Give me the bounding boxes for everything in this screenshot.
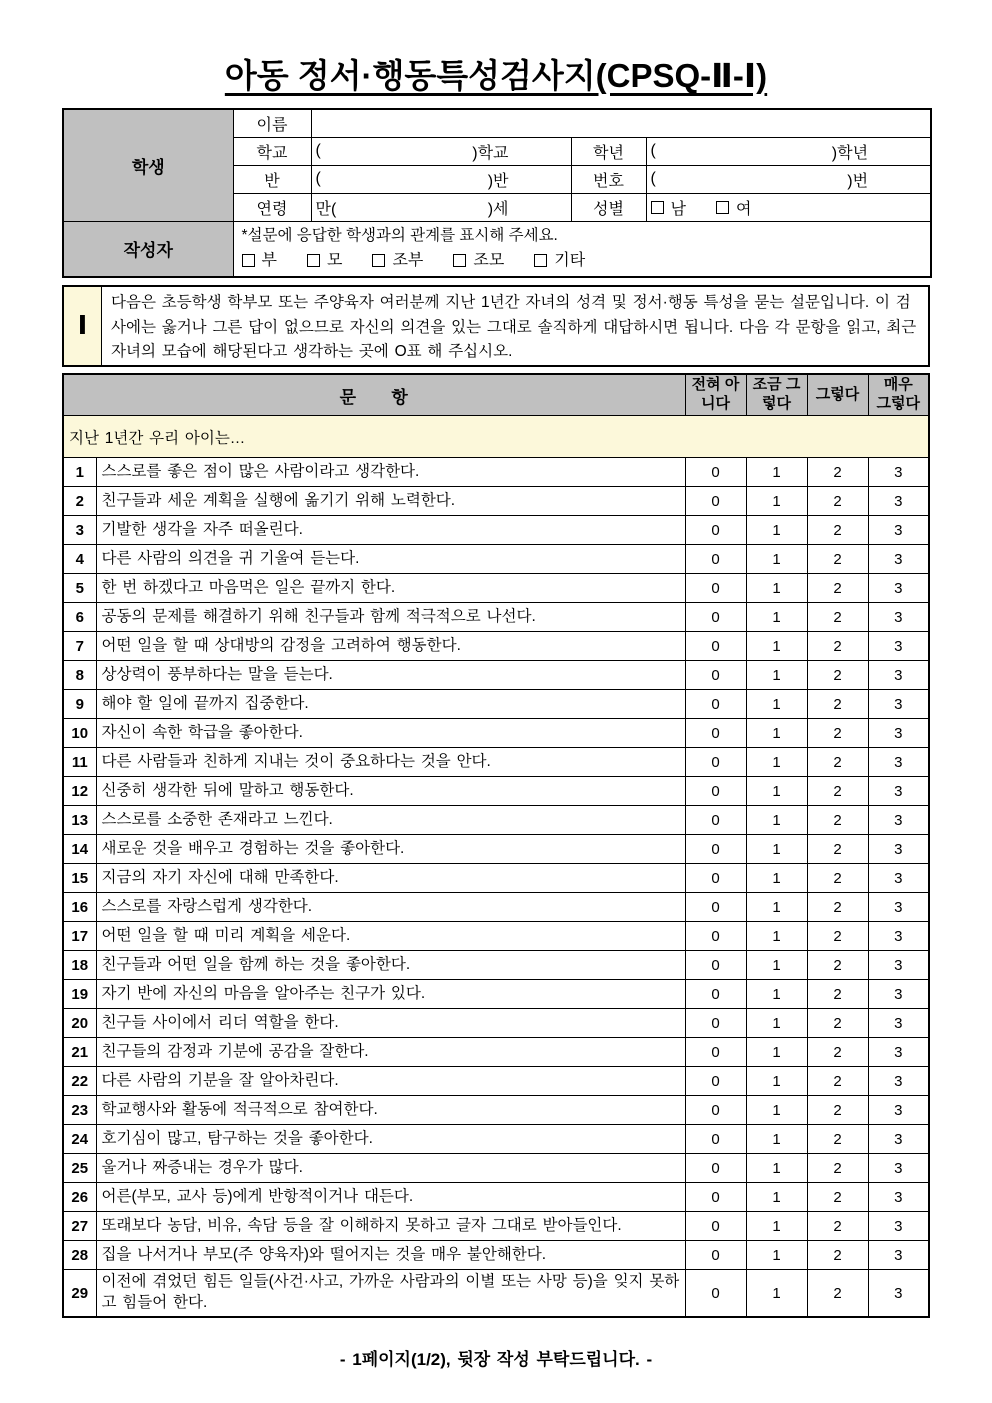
score-cell[interactable]: 0 [685, 690, 746, 719]
score-cell[interactable]: 2 [807, 835, 868, 864]
number-paren-close: )번 [847, 172, 869, 190]
class-input-cell[interactable] [311, 165, 571, 193]
score-cell[interactable]: 2 [807, 516, 868, 545]
question-text: 어떤 일을 할 때 상대방의 감정을 고려하여 행동한다. [96, 632, 685, 661]
question-number: 13 [63, 806, 96, 835]
question-number: 29 [63, 1270, 96, 1317]
question-text: 신중히 생각한 뒤에 말하고 행동한다. [96, 777, 685, 806]
question-number: 20 [63, 1009, 96, 1038]
question-number: 10 [63, 719, 96, 748]
question-text: 학교행사와 활동에 적극적으로 참여한다. [96, 1096, 685, 1125]
page-title [62, 0, 930, 97]
question-row [63, 516, 929, 545]
score-cell[interactable]: 3 [868, 1067, 929, 1096]
score-cell[interactable]: 0 [685, 574, 746, 603]
age-paren-close: )세 [487, 200, 509, 218]
score-cell[interactable]: 0 [685, 1183, 746, 1212]
question-number: 12 [63, 777, 96, 806]
score-cell[interactable]: 2 [807, 574, 868, 603]
question-number: 8 [63, 661, 96, 690]
score-cell[interactable]: 0 [685, 777, 746, 806]
score-cell[interactable]: 2 [807, 603, 868, 632]
score-cell[interactable]: 1 [746, 893, 807, 922]
question-row [63, 1241, 929, 1270]
number-input-cell[interactable] [646, 165, 931, 193]
score-cell[interactable]: 3 [868, 632, 929, 661]
question-number: 16 [63, 893, 96, 922]
score-cell[interactable]: 0 [685, 864, 746, 893]
question-number: 26 [63, 1183, 96, 1212]
question-text: 스스로를 자랑스럽게 생각한다. [96, 893, 685, 922]
question-text: 집을 나서거나 부모(주 양육자)와 떨어지는 것을 매우 불안해한다. [96, 1241, 685, 1270]
score-cell[interactable]: 3 [868, 748, 929, 777]
score-cell[interactable]: 3 [868, 1241, 929, 1270]
score-cell[interactable]: 2 [807, 1212, 868, 1241]
score-cell[interactable]: 2 [807, 661, 868, 690]
question-row [63, 922, 929, 951]
score-cell[interactable]: 3 [868, 1009, 929, 1038]
score-cell[interactable]: 0 [685, 1270, 746, 1317]
question-number: 6 [63, 603, 96, 632]
question-row [63, 603, 929, 632]
score-cell[interactable]: 0 [685, 1067, 746, 1096]
question-text: 자기 반에 자신의 마음을 알아주는 친구가 있다. [96, 980, 685, 1009]
checkbox-label: 조부 [392, 251, 424, 269]
age-paren-open: 만( [315, 200, 337, 218]
score-cell[interactable]: 1 [746, 1125, 807, 1154]
score-cell[interactable]: 3 [868, 603, 929, 632]
question-text: 자신이 속한 학급을 좋아한다. [96, 719, 685, 748]
score-cell[interactable]: 0 [685, 1096, 746, 1125]
score-cell[interactable]: 1 [746, 980, 807, 1009]
score-cell[interactable]: 3 [868, 545, 929, 574]
score-cell[interactable]: 0 [685, 1154, 746, 1183]
score-cell[interactable]: 2 [807, 1241, 868, 1270]
question-number: 24 [63, 1125, 96, 1154]
score-cell[interactable]: 1 [746, 1067, 807, 1096]
gender-options [651, 194, 927, 220]
number-paren-open: ( [650, 170, 656, 187]
gender-option [716, 196, 751, 219]
checkbox-label: 부 [261, 251, 277, 269]
score-cell[interactable]: 0 [685, 980, 746, 1009]
score-cell[interactable]: 1 [746, 690, 807, 719]
instruction-box [62, 285, 930, 367]
question-text: 친구들과 어떤 일을 함께 하는 것을 좋아한다. [96, 951, 685, 980]
question-row [63, 574, 929, 603]
question-text: 또래보다 농담, 비유, 속담 등을 잘 이해하지 못하고 글자 그대로 받아들인다. [96, 1212, 685, 1241]
age-field-label: 연령 [233, 193, 311, 221]
question-row [63, 1038, 929, 1067]
question-text: 기발한 생각을 자주 떠올린다. [96, 516, 685, 545]
score-cell[interactable]: 3 [868, 864, 929, 893]
scale-header-0: 전혀 아니다 [685, 374, 746, 416]
score-cell[interactable]: 1 [746, 719, 807, 748]
score-cell[interactable]: 0 [685, 1212, 746, 1241]
checkbox-label: 남 [670, 200, 686, 218]
score-cell[interactable]: 2 [807, 690, 868, 719]
class-paren-close: )반 [487, 172, 509, 190]
score-cell[interactable]: 3 [868, 1154, 929, 1183]
question-row [63, 1125, 929, 1154]
score-cell[interactable]: 2 [807, 806, 868, 835]
gender-field-label: 성별 [571, 193, 646, 221]
question-number: 11 [63, 748, 96, 777]
score-cell[interactable]: 2 [807, 1154, 868, 1183]
score-cell[interactable]: 2 [807, 1270, 868, 1317]
score-cell[interactable]: 1 [746, 603, 807, 632]
score-cell[interactable]: 1 [746, 922, 807, 951]
score-cell[interactable]: 1 [746, 1096, 807, 1125]
score-cell[interactable]: 1 [746, 748, 807, 777]
questionnaire-header-row [63, 374, 929, 416]
question-row [63, 632, 929, 661]
score-cell[interactable]: 1 [746, 574, 807, 603]
score-cell[interactable]: 0 [685, 1241, 746, 1270]
question-row [63, 748, 929, 777]
score-cell[interactable]: 3 [868, 1270, 929, 1317]
age-input-cell[interactable] [311, 193, 571, 221]
writer-option [453, 249, 504, 273]
score-cell[interactable]: 0 [685, 719, 746, 748]
score-cell[interactable]: 2 [807, 458, 868, 487]
checkbox-icon[interactable] [242, 254, 255, 267]
checkbox-label: 조모 [473, 251, 505, 269]
score-cell[interactable]: 2 [807, 864, 868, 893]
question-number: 4 [63, 545, 96, 574]
question-text: 다른 사람의 기분을 잘 알아차린다. [96, 1067, 685, 1096]
questionnaire-table [62, 373, 930, 1318]
school-input-cell[interactable] [311, 137, 571, 165]
grade-paren-open: ( [650, 142, 656, 159]
question-row [63, 719, 929, 748]
score-cell[interactable]: 1 [746, 864, 807, 893]
checkbox-icon[interactable] [651, 201, 664, 214]
score-cell[interactable]: 2 [807, 951, 868, 980]
question-row [63, 980, 929, 1009]
question-row [63, 951, 929, 980]
question-number: 5 [63, 574, 96, 603]
writer-section-header: 작성자 [63, 221, 233, 277]
score-cell[interactable]: 0 [685, 487, 746, 516]
writer-note: *설문에 응답한 학생과의 관계를 표시해 주세요. [241, 226, 558, 244]
question-row [63, 1183, 929, 1212]
question-text: 이전에 겪었던 힘든 일들(사건·사고, 가까운 사람과의 이별 또는 사망 등)을 잊지 못하고 힘들어 한다. [96, 1270, 685, 1317]
question-number: 14 [63, 835, 96, 864]
question-number: 28 [63, 1241, 96, 1270]
question-number: 15 [63, 864, 96, 893]
page-title-text: 아동 정서·행동특성검사지(CPSQ-Ⅱ-Ⅰ) [224, 57, 768, 94]
score-cell[interactable]: 0 [685, 922, 746, 951]
question-row [63, 1009, 929, 1038]
question-number: 27 [63, 1212, 96, 1241]
score-cell[interactable]: 3 [868, 1212, 929, 1241]
subheader-text: 지난 1년간 우리 아이는… [63, 416, 929, 458]
school-paren-open: ( [315, 142, 321, 159]
score-cell[interactable]: 2 [807, 1183, 868, 1212]
student-info-table [62, 108, 932, 278]
instruction-text: 다음은 초등학생 학부모 또는 주양육자 여러분께 지난 1년간 자녀의 성격 및 정서·행동 특성을 묻는 설문입니다. 이 검사에는 옳거나 그른 답이 없으므로 자신의 의견을 있는 그대로 솔직하게 대답하시면 됩니다. 다음 각 문항을 읽고, 최근 자녀의 모습에 해당된다고 생각하는 곳에 O표 해 주십시오. [111, 293, 917, 361]
question-number: 3 [63, 516, 96, 545]
scale-header-3: 매우 그렇다 [868, 374, 929, 416]
score-cell[interactable]: 2 [807, 545, 868, 574]
writer-options [242, 248, 923, 274]
score-cell[interactable]: 0 [685, 835, 746, 864]
question-number: 23 [63, 1096, 96, 1125]
class-field-label: 반 [233, 165, 311, 193]
score-cell[interactable]: 3 [868, 980, 929, 1009]
score-cell[interactable]: 1 [746, 1009, 807, 1038]
question-text: 울거나 짜증내는 경우가 많다. [96, 1154, 685, 1183]
score-cell[interactable]: 0 [685, 1125, 746, 1154]
score-cell[interactable]: 2 [807, 1096, 868, 1125]
question-column-header: 문 항 [63, 374, 685, 416]
question-row [63, 1067, 929, 1096]
score-cell[interactable]: 3 [868, 951, 929, 980]
grade-field-label: 학년 [571, 137, 646, 165]
score-cell[interactable]: 0 [685, 603, 746, 632]
score-cell[interactable]: 3 [868, 1183, 929, 1212]
question-row [63, 661, 929, 690]
score-cell[interactable]: 1 [746, 458, 807, 487]
score-cell[interactable]: 3 [868, 487, 929, 516]
scale-header-2: 그렇다 [807, 374, 868, 416]
checkbox-label: 기타 [554, 251, 586, 269]
grade-paren-close: )학년 [831, 144, 869, 162]
score-cell[interactable]: 2 [807, 777, 868, 806]
number-field-label: 번호 [571, 165, 646, 193]
question-text: 어른(부모, 교사 등)에게 반항적이거나 대든다. [96, 1183, 685, 1212]
score-cell[interactable]: 3 [868, 719, 929, 748]
score-cell[interactable]: 1 [746, 661, 807, 690]
score-cell[interactable]: 0 [685, 893, 746, 922]
score-cell[interactable]: 3 [868, 922, 929, 951]
score-cell[interactable]: 1 [746, 545, 807, 574]
score-cell[interactable]: 0 [685, 516, 746, 545]
question-text: 새로운 것을 배우고 경험하는 것을 좋아한다. [96, 835, 685, 864]
question-row [63, 777, 929, 806]
question-row [63, 835, 929, 864]
question-number: 7 [63, 632, 96, 661]
section-numeral: Ⅰ [64, 287, 102, 365]
score-cell[interactable]: 1 [746, 777, 807, 806]
question-row [63, 545, 929, 574]
question-number: 17 [63, 922, 96, 951]
score-cell[interactable]: 1 [746, 1154, 807, 1183]
score-cell[interactable]: 1 [746, 1212, 807, 1241]
question-text: 호기심이 많고, 탐구하는 것을 좋아한다. [96, 1125, 685, 1154]
score-cell[interactable]: 0 [685, 806, 746, 835]
score-cell[interactable]: 0 [685, 951, 746, 980]
score-cell[interactable]: 2 [807, 1009, 868, 1038]
score-cell[interactable]: 3 [868, 574, 929, 603]
checkbox-icon[interactable] [453, 254, 466, 267]
score-cell[interactable]: 3 [868, 806, 929, 835]
score-cell[interactable]: 2 [807, 487, 868, 516]
score-cell[interactable]: 1 [746, 806, 807, 835]
score-cell[interactable]: 3 [868, 777, 929, 806]
question-row [63, 893, 929, 922]
score-cell[interactable]: 1 [746, 1241, 807, 1270]
score-cell[interactable]: 3 [868, 690, 929, 719]
score-cell[interactable]: 2 [807, 1125, 868, 1154]
gender-input-cell [646, 193, 931, 221]
question-text: 한 번 하겠다고 마음먹은 일은 끝까지 한다. [96, 574, 685, 603]
question-text: 친구들과 세운 계획을 실행에 옮기기 위해 노력한다. [96, 487, 685, 516]
score-cell[interactable]: 3 [868, 661, 929, 690]
score-cell[interactable]: 0 [685, 661, 746, 690]
question-number: 21 [63, 1038, 96, 1067]
score-cell[interactable]: 0 [685, 458, 746, 487]
writer-option [242, 249, 277, 273]
score-cell[interactable]: 2 [807, 748, 868, 777]
score-cell[interactable]: 2 [807, 632, 868, 661]
question-text: 해야 할 일에 끝까지 집중한다. [96, 690, 685, 719]
score-cell[interactable]: 3 [868, 1038, 929, 1067]
question-text: 친구들 사이에서 리더 역할을 한다. [96, 1009, 685, 1038]
question-text: 친구들의 감정과 기분에 공감을 잘한다. [96, 1038, 685, 1067]
checkbox-icon[interactable] [716, 201, 729, 214]
question-text: 다른 사람의 의견을 귀 기울여 듣는다. [96, 545, 685, 574]
writer-cell [233, 221, 931, 277]
score-cell[interactable]: 1 [746, 1270, 807, 1317]
question-text: 공동의 문제를 해결하기 위해 친구들과 함께 적극적으로 나선다. [96, 603, 685, 632]
score-cell[interactable]: 1 [746, 487, 807, 516]
score-cell[interactable]: 3 [868, 893, 929, 922]
question-row [63, 864, 929, 893]
checkbox-icon[interactable] [534, 254, 547, 267]
gender-option [651, 196, 686, 219]
scale-header-1: 조금 그렇다 [746, 374, 807, 416]
question-row [63, 1154, 929, 1183]
school-paren-close: )학교 [472, 144, 509, 162]
score-cell[interactable]: 3 [868, 1096, 929, 1125]
question-text: 스스로를 좋은 점이 많은 사람이라고 생각한다. [96, 458, 685, 487]
class-paren-open: ( [315, 170, 321, 187]
score-cell[interactable]: 1 [746, 632, 807, 661]
checkbox-label: 여 [735, 200, 752, 218]
question-text: 어떤 일을 할 때 미리 계획을 세운다. [96, 922, 685, 951]
question-number: 9 [63, 690, 96, 719]
score-cell[interactable]: 3 [868, 516, 929, 545]
checkbox-icon[interactable] [372, 254, 385, 267]
subheader-row [63, 416, 929, 458]
score-cell[interactable]: 0 [685, 1038, 746, 1067]
score-cell[interactable]: 1 [746, 951, 807, 980]
score-cell[interactable]: 2 [807, 893, 868, 922]
question-number: 1 [63, 458, 96, 487]
writer-option [307, 249, 342, 273]
score-cell[interactable]: 2 [807, 922, 868, 951]
score-cell[interactable]: 0 [685, 545, 746, 574]
question-text: 지금의 자기 자신에 대해 만족한다. [96, 864, 685, 893]
score-cell[interactable]: 1 [746, 516, 807, 545]
writer-option [372, 249, 423, 273]
score-cell[interactable]: 2 [807, 1067, 868, 1096]
grade-input-cell[interactable] [646, 137, 931, 165]
score-cell[interactable]: 1 [746, 835, 807, 864]
name-field-label: 이름 [233, 109, 311, 137]
question-text: 스스로를 소중한 존재라고 느낀다. [96, 806, 685, 835]
question-number: 25 [63, 1154, 96, 1183]
question-row [63, 690, 929, 719]
page-footer: - 1페이지(1/2), 뒷장 작성 부탁드립니다. - [339, 1350, 653, 1370]
score-cell[interactable]: 3 [868, 835, 929, 864]
score-cell[interactable]: 3 [868, 1125, 929, 1154]
score-cell[interactable]: 0 [685, 1009, 746, 1038]
score-cell[interactable]: 2 [807, 980, 868, 1009]
question-number: 19 [63, 980, 96, 1009]
student-section-header: 학생 [63, 109, 233, 221]
question-row [63, 487, 929, 516]
question-row [63, 806, 929, 835]
score-cell[interactable]: 3 [868, 458, 929, 487]
school-field-label: 학교 [233, 137, 311, 165]
question-row [63, 1270, 929, 1317]
question-row [63, 1212, 929, 1241]
score-cell[interactable]: 2 [807, 1038, 868, 1067]
question-number: 22 [63, 1067, 96, 1096]
name-input-cell[interactable] [311, 109, 931, 137]
writer-option [534, 249, 585, 273]
question-row [63, 458, 929, 487]
question-number: 18 [63, 951, 96, 980]
score-cell[interactable]: 0 [685, 748, 746, 777]
question-row [63, 1096, 929, 1125]
question-text: 다른 사람들과 친하게 지내는 것이 중요하다는 것을 안다. [96, 748, 685, 777]
question-number: 2 [63, 487, 96, 516]
score-cell[interactable]: 2 [807, 719, 868, 748]
score-cell[interactable]: 1 [746, 1038, 807, 1067]
checkbox-icon[interactable] [307, 254, 320, 267]
score-cell[interactable]: 1 [746, 1183, 807, 1212]
score-cell[interactable]: 0 [685, 632, 746, 661]
question-text: 상상력이 풍부하다는 말을 듣는다. [96, 661, 685, 690]
checkbox-label: 모 [326, 251, 343, 269]
